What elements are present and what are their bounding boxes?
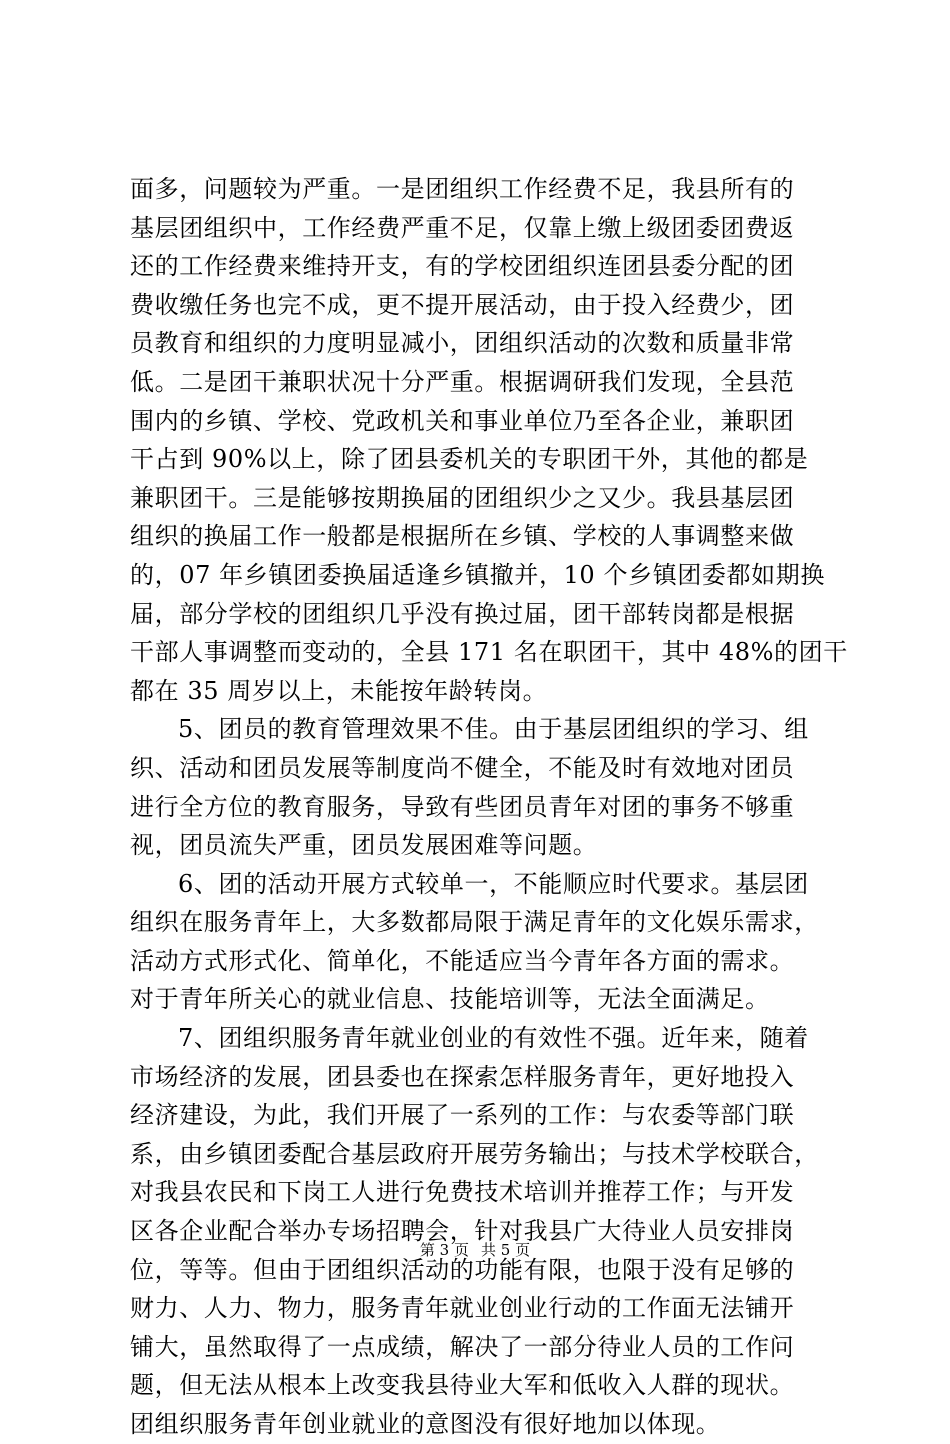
text-line: 员教育和组织的力度明显减小，团组织活动的次数和质量非常 [130, 329, 795, 358]
text-line: 费收缴任务也完不成，更不提开展活动，由于投入经费少，团 [130, 290, 795, 319]
text-line: 对于青年所关心的就业信息、技能培训等，无法全面满足。 [130, 985, 770, 1014]
text-line: 7、团组织服务青年就业创业的有效性不强。近年来，随着 [178, 1024, 809, 1053]
text-line: 区各企业配合举办专场招聘会，针对我县广大待业人员安排岗 [130, 1217, 795, 1246]
text-line: 对我县农民和下岗工人进行免费技术培训并推荐工作；与开发 [130, 1178, 795, 1207]
text-line: 兼职团干。三是能够按期换届的团组织少之又少。我县基层团 [130, 483, 795, 512]
text-line: 低。二是团干兼职状况十分严重。根据调研我们发现，全县范 [130, 367, 795, 396]
text-line: 团组织服务青年创业就业的意图没有很好地加以体现。 [130, 1410, 721, 1438]
text-line: 活动方式形式化、简单化，不能适应当今青年各方面的需求。 [130, 946, 795, 975]
text-line: 围内的乡镇、学校、党政机关和事业单位乃至各企业，兼职团 [130, 406, 795, 435]
text-line: 织、活动和团员发展等制度尚不健全，不能及时有效地对团员 [130, 753, 795, 782]
text-line: 还的工作经费来维持开支，有的学校团组织连团县委分配的团 [130, 252, 795, 281]
text-line: 届，部分学校的团组织几乎没有换过届，团干部转岗都是根据 [130, 599, 795, 628]
text-line: 组织在服务青年上，大多数都局限于满足青年的文化娱乐需求， [130, 908, 819, 937]
text-line: 题，但无法从根本上改变我县待业大军和低收入人群的现状。 [130, 1371, 795, 1400]
text-line: 5、团员的教育管理效果不佳。由于基层团组织的学习、组 [178, 715, 809, 744]
text-line: 系，由乡镇团委配合基层政府开展劳务输出；与技术学校联合， [130, 1139, 819, 1168]
page-total: 共 5 页 [481, 1241, 531, 1259]
text-line: 面多，问题较为严重。一是团组织工作经费不足，我县所有的 [130, 175, 795, 203]
text-line: 干部人事调整而变动的，全县 171 名在职团干，其中 48%的团干 [130, 638, 848, 667]
text-line: 的，07 年乡镇团委换届适逢乡镇撤并，10 个乡镇团委都如期换 [130, 560, 825, 589]
text-line: 位，等等。但由于团组织活动的功能有限，也限于没有足够的 [130, 1255, 795, 1284]
text-line: 进行全方位的教育服务，导致有些团员青年对团的事务不够重 [130, 792, 795, 821]
text-line: 6、团的活动开展方式较单一，不能顺应时代要求。基层团 [178, 869, 809, 898]
text-line: 干占到 90%以上，除了团县委机关的专职团干外，其他的都是 [130, 445, 809, 474]
text-line: 铺大，虽然取得了一点成绩，解决了一部分待业人员的工作问 [130, 1332, 795, 1361]
text-line: 经济建设，为此，我们开展了一系列的工作：与农委等部门联 [130, 1101, 795, 1130]
text-line: 财力、人力、物力，服务青年就业创业行动的工作面无法铺开 [130, 1294, 795, 1323]
text-line: 市场经济的发展，团县委也在探索怎样服务青年，更好地投入 [130, 1062, 795, 1091]
text-line: 都在 35 周岁以上，未能按年龄转岗。 [130, 676, 548, 705]
page-footer [0, 1240, 950, 1260]
page-number: 第 3 页 [419, 1241, 469, 1259]
text-line: 基层团组织中，工作经费严重不足，仅靠上缴上级团委团费返 [130, 213, 795, 242]
text-line: 视，团员流失严重，团员发展困难等问题。 [130, 831, 598, 860]
text-line: 组织的换届工作一般都是根据所在乡镇、学校的人事调整来做 [130, 522, 795, 551]
